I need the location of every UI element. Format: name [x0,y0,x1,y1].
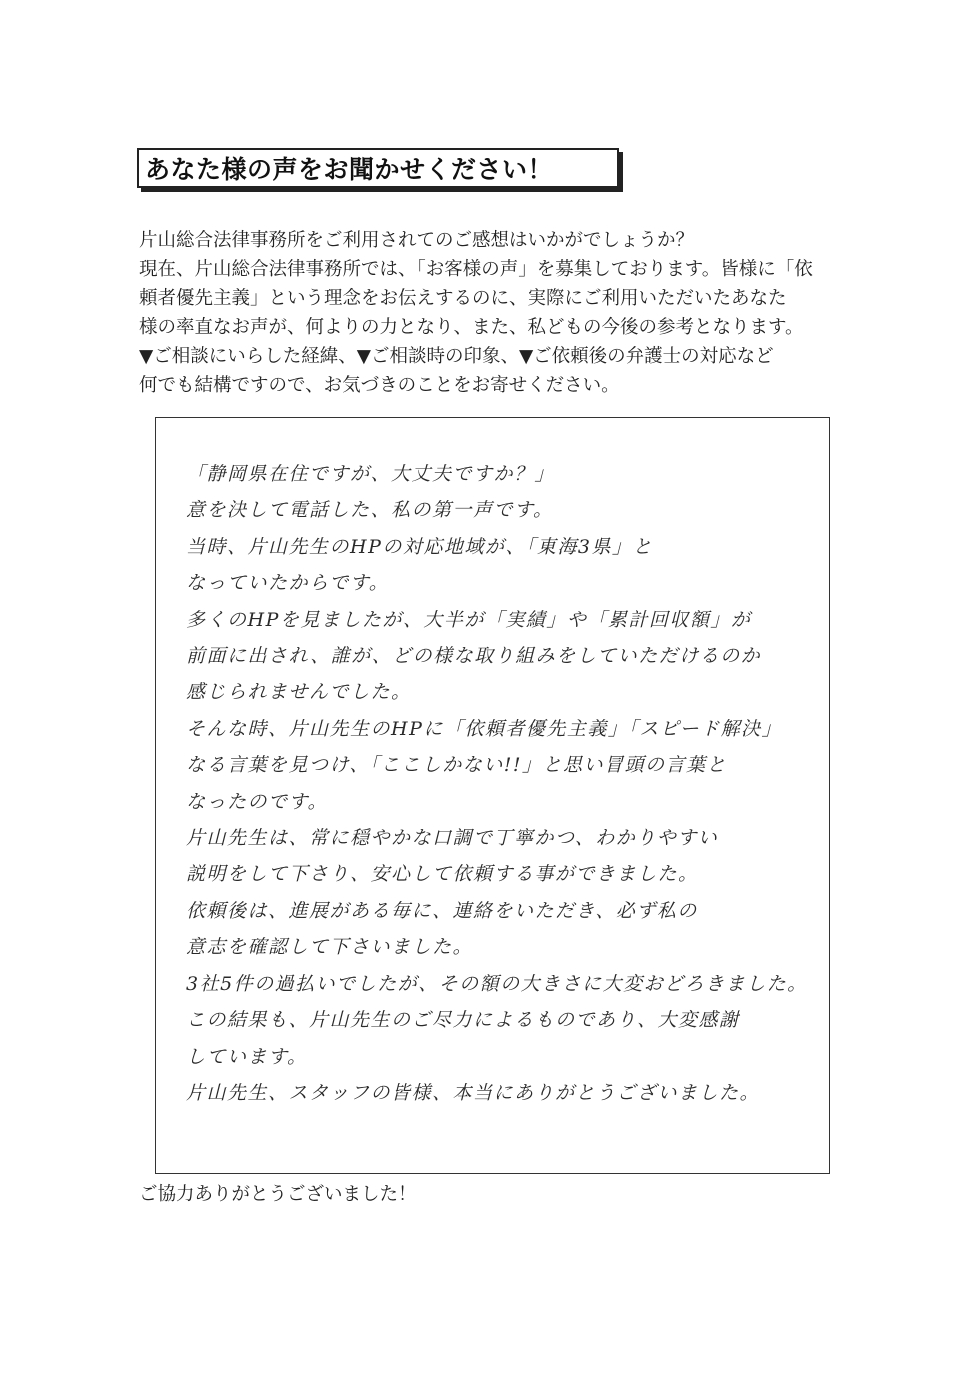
intro-line: 現在、片山総合法律事務所では、「お客様の声」を募集しております。皆様に「依 [139,259,813,280]
handwritten-line: 片山先生、スタッフの皆様、本当にありがとうございました。 [186,1081,761,1104]
intro-line: ▼ご相談にいらした経緯、▼ご相談時の印象、▼ご依頼後の弁護士の対応など [139,346,774,367]
handwritten-line: 当時、片山先生のHPの対応地域が、「東海3県」と [186,535,653,558]
intro-line: 頼者優先主義」という理念をお伝えするのに、実際にご利用いただいたあなた [139,288,787,309]
handwritten-line: 多くのHPを見ましたが、大半が「実績」や「累計回収額」が [186,608,752,631]
intro-line: 様の率直なお声が、何よりの力となり、また、私どもの今後の参考となります。 [139,317,804,338]
handwritten-line: 意を決して電話した、私の第一声です。 [186,499,554,522]
handwritten-message [186,456,826,1111]
handwritten-line: 感じられませんでした。 [186,681,412,704]
handwritten-line: 意志を確認して下さいました。 [186,936,474,959]
handwritten-line: なる言葉を見つけ、「ここしかない!!」と思い冒頭の言葉と [186,754,728,777]
intro-line: 何でも結構ですので、お気づきのことをお寄せください。 [139,375,620,396]
handwritten-line: なったのです。 [186,790,328,813]
handwritten-line: この結果も、片山先生のご尽力によるものであり、大変感謝 [186,1009,740,1032]
closing-message: ご協力ありがとうございました！ [139,1184,417,1205]
handwritten-line: 説明をして下さり、安心して依頼する事ができました。 [186,863,699,886]
customer-voice-box [155,417,830,1174]
handwritten-line: そんな時、片山先生のHPに「依頼者優先主義」「スピード解決」 [186,717,783,740]
title-box [137,148,619,188]
handwritten-line: 片山先生は、常に穏やかな口調で丁寧かつ、わかりやすい [186,827,719,850]
handwritten-line: 前面に出され、誰が、どの様な取り組みをしていただけるのか [186,645,762,668]
intro-paragraph [139,226,851,400]
handwritten-line: 依頼後は、進展がある毎に、連絡をいただき、必ず私の [186,899,698,922]
handwritten-line: しています。 [186,1045,308,1068]
handwritten-line: なっていたからです。 [186,572,390,595]
handwritten-line: 3社5件の過払いでしたが、その額の大きさに大変おどろきました。 [186,972,808,995]
page-title: あなた様の声をお聞かせください！ [145,155,554,184]
intro-line: 片山総合法律事務所をご利用されてのご感想はいかがでしょうか？ [139,230,695,251]
handwritten-line: 「静岡県在住ですが、大丈夫ですか？」 [186,463,556,485]
